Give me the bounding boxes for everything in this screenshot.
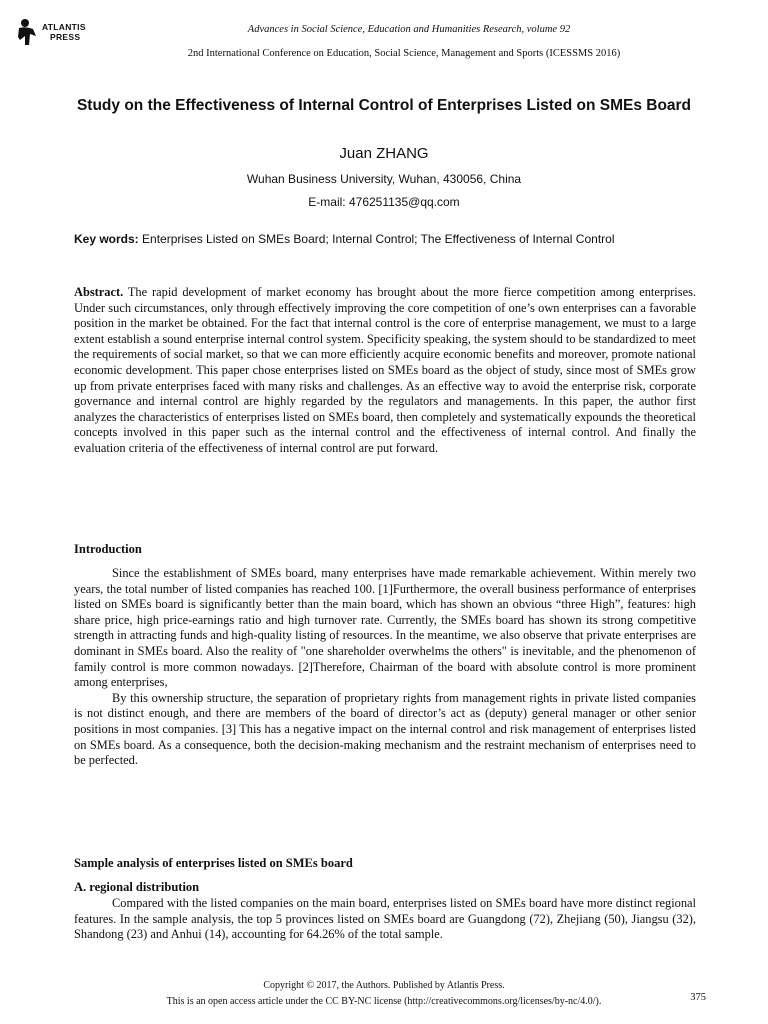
journal-name: Advances in Social Science, Education and Humanities Research, volume 92 bbox=[247, 24, 571, 35]
conference-name: 2nd International Conference on Education, Social Science, Management and Sports (ICESSMS 2016) bbox=[187, 48, 621, 59]
introduction-paragraph-2: By this ownership structure, the separation of proprietary rights from management rights in private listed companies is not distinct enough, and there are members of the board of director’s act as (deputy) general manager or other senior positions in most companies. [3] This has a negative impact on the internal control and risk management of enterprises listed on SMEs board. As a consequence, both the decision-making mechanism and the restraint mechanism of enterprises need to be perfected. bbox=[74, 690, 696, 768]
publisher-logo bbox=[16, 16, 96, 48]
logo-line1: ATLANTIS bbox=[42, 22, 86, 32]
copyright-notice: Copyright © 2017, the Authors. Published by Atlantis Press. bbox=[263, 980, 505, 991]
keywords bbox=[74, 232, 694, 247]
abstract bbox=[74, 285, 696, 457]
affiliation: Wuhan Business University, Wuhan, 430056, China bbox=[246, 172, 522, 186]
introduction-paragraph-1: Since the establishment of SMEs board, many enterprises have made remarkable achievement. Within merely two years, the total number of listed companies has reached 100. [1]Furthermore, the overall business performance of enterprises listed on SMEs board is significantly better than the main board, which has shown an obvious “three High”, features: high share price, high price-earnings ratio and high turnover rate. Currently, the SMEs board has shown its strong competitive strength in attracting funds and high-quality listing of resources. In the meantime, we also observe that private enterprises are dominant in SMEs board. Also the reality of "one shareholder overwhelms the others" is inevitable, and the phenomenon of family control is more common nowadays. [2]Therefore, Chairman of the board with absolute control is more prominent among enterprises, bbox=[74, 566, 696, 690]
keywords-label: Key words: bbox=[74, 232, 139, 246]
paper-title: Study on the Effectiveness of Internal Control of Enterprises Listed on SMEs Board bbox=[76, 97, 692, 114]
license-notice: This is an open access article under the CC BY-NC license (http://creativecommons.org/licenses/by-nc/4.0/). bbox=[166, 996, 602, 1007]
introduction-body bbox=[74, 566, 696, 769]
introduction-heading: Introduction bbox=[74, 542, 142, 556]
abstract-text: The rapid development of market economy has brought about the more fierce competition among enterprises. Under such circumstances, only through effectively improving the core competition of one’s own enterprises can a favorable position in the market be obtained. For the fact that internal control is the core of enterprise management, we must to a large extent establish a sound enterprise internal control system. Specificity speaking, the system should to be standardized to meet the requirements of social market, so that we can more efficiently acquire economic benefits and moreover, promote national economic development. This paper chose enterprises listed on SMEs board as the object of study, since most of SMEs grow up from private enterprises faced with many risks and challenges. As an effective way to avoid the enterprise risk, corporate governance and internal control are highly regarded by the regulators and managements. In this paper, the author first analyzes the characteristics of enterprises listed on SMEs board, then completely and systematically expounds the theoretical concepts involved in this paper such as the internal control and the effectiveness of internal control. And finally the evaluation criteria of the effectiveness of internal control are put forward. bbox=[74, 285, 696, 455]
regional-paragraph: Compared with the listed companies on the main board, enterprises listed on SMEs board have more distinct regional features. In the sample analysis, the top 5 provinces listed on SMEs board are Guangdong (72), Zhejiang (50), Jiangsu (32), Shandong (23) and Anhui (14), accounting for 64.26% of the total sample. bbox=[74, 896, 696, 942]
abstract-label: Abstract. bbox=[74, 285, 124, 299]
page-number: 375 bbox=[690, 992, 706, 1003]
logo-text bbox=[42, 22, 86, 42]
author-name: Juan ZHANG bbox=[339, 145, 429, 162]
keywords-text: Enterprises Listed on SMEs Board; Internal Control; The Effectiveness of Internal Control bbox=[138, 232, 615, 246]
atlantis-figure-icon bbox=[16, 18, 38, 46]
regional-distribution-heading: A. regional distribution bbox=[74, 880, 200, 894]
author-email: E-mail: 476251135@qq.com bbox=[308, 195, 460, 209]
sample-analysis-heading: Sample analysis of enterprises listed on SMEs board bbox=[74, 856, 353, 870]
regional-distribution-body bbox=[74, 896, 696, 943]
logo-line2: PRESS bbox=[50, 32, 81, 42]
